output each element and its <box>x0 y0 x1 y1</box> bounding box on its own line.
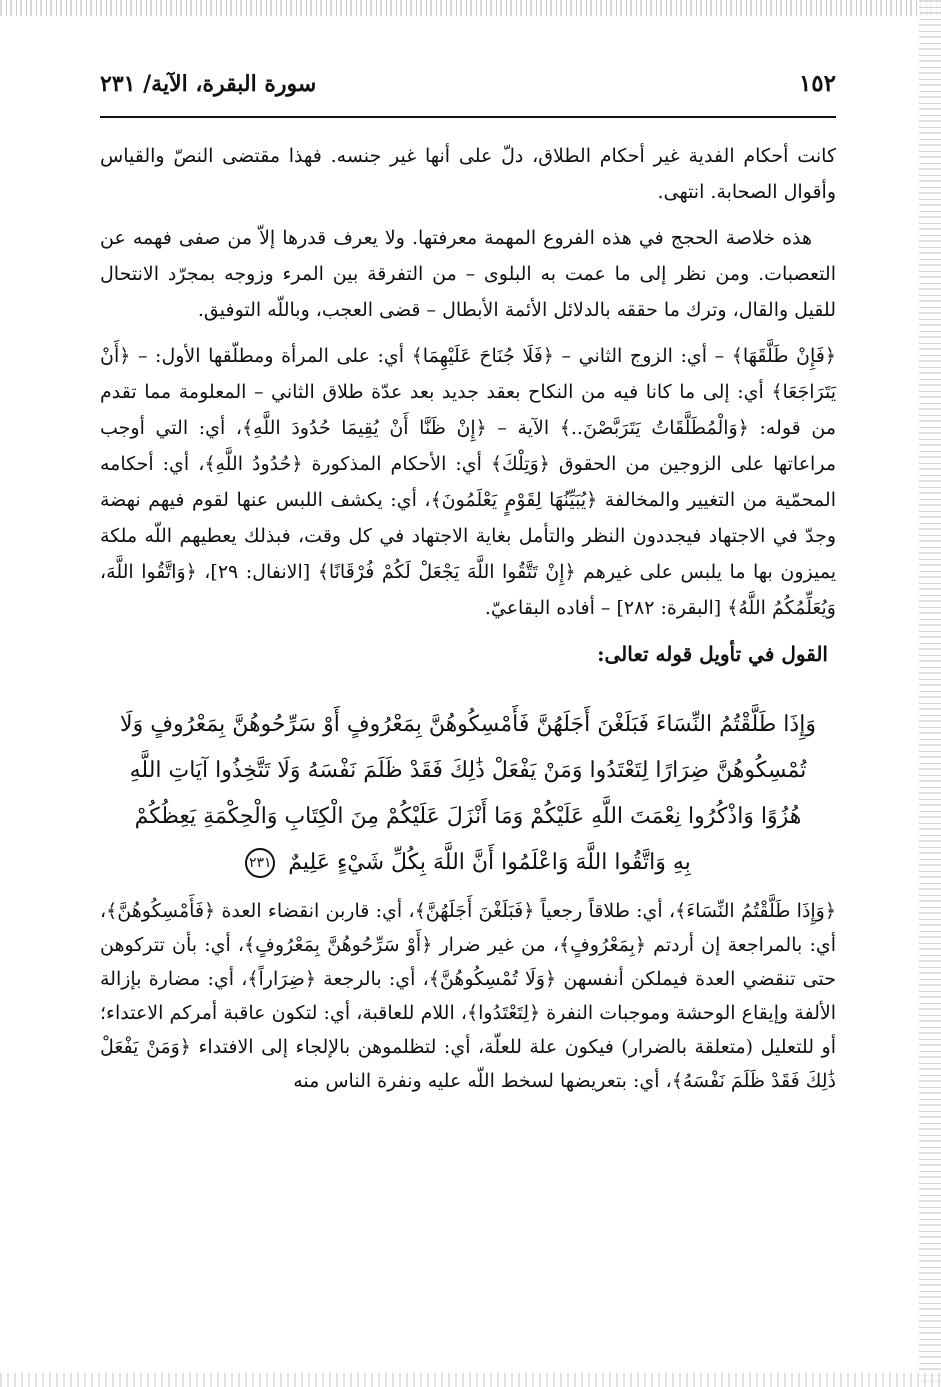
paragraph-summary: هذه خلاصة الحجج في هذه الفروع المهمة معرفتها. ولا يعرف قدرها إلاّ من صفى فهمه عن التعصبات. ومن نظر إلى ما عمت به البلوى – من التفرقة بين المرء وزوجه بمجرّد الانتحال للقيل والقال، وترك ما حققه بالدلائل الأئمة الأبطال – قضى العجب، وباللّه التوفيق. <box>100 227 836 321</box>
ayah-number-marker: ٢٣١ <box>245 848 275 878</box>
header-rule <box>100 116 836 118</box>
paragraph-commentary: ﴿وَإِذَا طَلَّقْتُمُ النِّسَاءَ﴾، أي: طلاقاً رجعياً ﴿فَبَلَغْنَ أَجَلَهُنَّ﴾، أي: قاربن انقضاء العدة ﴿فَأَمْسِكُوهُنَّ﴾، أي: بالمراجعة إن أردتم ﴿بِمَعْرُوفٍ﴾، من غير ضرار ﴿أَوْ سَرِّحُوهُنَّ بِمَعْرُوفٍ﴾، أي: بأن تتركوهن حتى تنقضي العدة فيملكن أنفسهن ﴿وَلَا تُمْسِكُوهُنَّ﴾، أي: بالرجعة ﴿ضِرَاراً﴾، أي: مضارة بإزالة الألفة وإيقاع الوحشة وموجبات النفرة ﴿لِتَعْتَدُوا﴾، اللام للعاقبة، أي: لتكون عاقبة أمركم الاعتداء؛ أو للتعليل (متعلقة بالضرار) فيكون علة للعلّة، أي: لتظلموهن بالإلجاء إلى الافتداء ﴿وَمَنْ يَفْعَلْ ذَٰلِكَ فَقَدْ ظَلَمَ نَفْسَهُ﴾، أي: بتعريضها لسخط اللّه عليه ونفرة الناس منه <box>100 900 836 1092</box>
quran-line: هُزُوًا وَاذْكُرُوا نِعْمَتَ اللَّهِ عَلَيْكُمْ وَمَا أَنْزَلَ عَلَيْكُمْ مِنَ الْكِتَابِ وَالْحِكْمَةِ يَعِظُكُمْ <box>134 804 802 829</box>
running-header <box>100 70 836 110</box>
section-heading: القول في تأويل قوله تعالى: <box>597 642 828 666</box>
quran-verse-block <box>100 702 836 886</box>
page-body <box>100 138 836 1098</box>
scan-right-edge <box>919 0 941 1387</box>
surah-reference: سورة البقرة، الآية/ ٢٣١ <box>100 71 317 97</box>
page-number: ١٥٢ <box>798 70 836 97</box>
commentary-block <box>100 894 836 1098</box>
book-page <box>100 70 836 1370</box>
quran-line <box>106 840 830 886</box>
scan-top-edge <box>0 0 941 16</box>
quran-line-text: بِهِ وَاتَّقُوا اللَّهَ وَاعْلَمُوا أَنَّ اللَّهَ بِكُلِّ شَيْءٍ عَلِيمٌ <box>288 850 691 875</box>
quran-line: وَإِذَا طَلَّقْتُمُ النِّسَاءَ فَبَلَغْنَ أَجَلَهُنَّ فَأَمْسِكُوهُنَّ بِمَعْرُوفٍ أَوْ سَرِّحُوهُنَّ بِمَعْرُوفٍ وَلَا <box>120 712 816 737</box>
quran-line: تُمْسِكُوهُنَّ ضِرَارًا لِتَعْتَدُوا وَمَنْ يَفْعَلْ ذَٰلِكَ فَقَدْ ظَلَمَ نَفْسَهُ وَلَا تَتَّخِذُوا آيَاتِ اللَّهِ <box>129 758 807 783</box>
scan-bottom-edge <box>0 1373 941 1387</box>
paragraph-exegesis: ﴿فَإِنْ طَلَّقَهَا﴾ – أي: الزوج الثاني – ﴿فَلَا جُنَاحَ عَلَيْهِمَا﴾ أي: على المرأة ومطلّقها الأول: – ﴿أَنْ يَتَرَاجَعَا﴾ أي: إلى ما كانا فيه من النكاح بعقد جديد بعد عدّة طلاق الثاني – المعلومة مما تقدم من قوله: ﴿وَالْمُطَلَّقَاتُ يَتَرَبَّصْنَ..﴾ الآية – ﴿إِنْ ظَنَّا أَنْ يُقِيمَا حُدُودَ اللَّهِ﴾، أي: التي أوجب مراعاتها على الزوجين من الحقوق ﴿وَتِلْكَ﴾ أي: الأحكام المذكورة ﴿حُدُودُ اللَّهِ﴾، أي: أحكامه المحمّية من التغيير والمخالفة ﴿يُبَيِّنُهَا لِقَوْمٍ يَعْلَمُونَ﴾، أي: يكشف اللبس عنها لقوم فيهم نهضة وجدّ في الاجتهاد فيجددون النظر والتأمل بغاية الاجتهاد في كل وقت، فبذلك يعطيهم اللّه ملكة يميزون بها ما يلبس على غيرهم ﴿إِنْ تَتَّقُوا اللَّهَ يَجْعَلْ لَكُمْ فُرْقَانًا﴾ [الانفال: ٢٩]، ﴿وَاتَّقُوا اللَّهَ، وَيُعَلِّمُكُمُ اللَّهُ﴾ [البقرة: ٢٨٢] – أفاده البقاعيّ. <box>100 345 836 619</box>
paragraph-quote-end: كانت أحكام الفدية غير أحكام الطلاق، دلّ على أنها غير جنسه. فهذا مقتضى النصّ والقياس وأقوال الصحابة. انتهى. <box>100 145 836 203</box>
